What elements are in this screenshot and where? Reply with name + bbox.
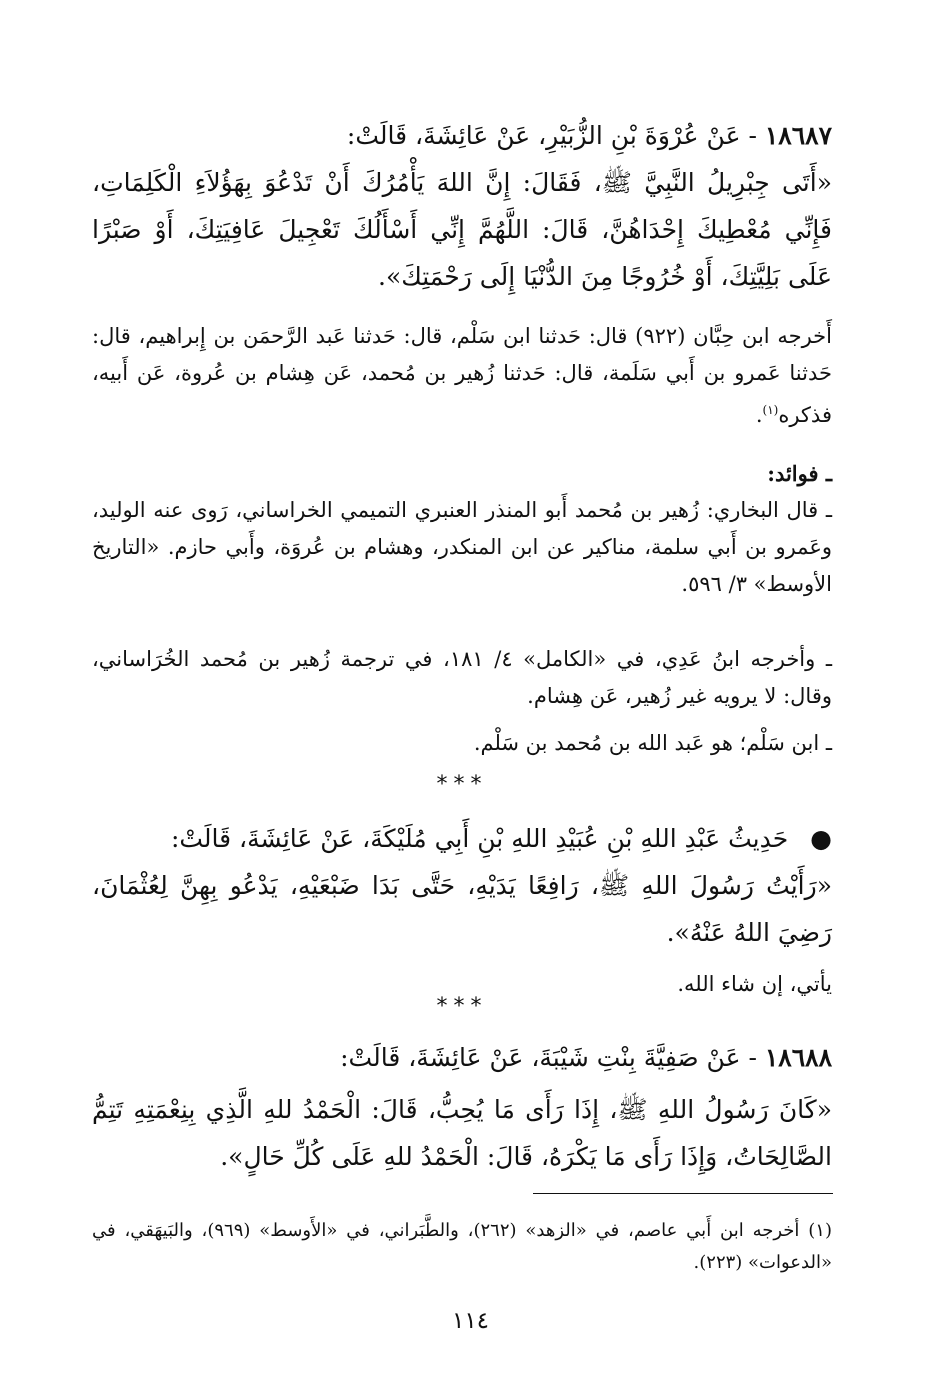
hadith-mulaika-chain xyxy=(92,815,832,862)
hadith-chain: - عَنْ عُرْوَةَ بْنِ الزُّبَيْرِ، عَنْ عَائِشَةَ، قَالَتْ: xyxy=(346,121,757,150)
hadith-chain: حَدِيثُ عَبْدِ اللهِ بْنِ عُبَيْدِ اللهِ بْنِ أَبِي مُلَيْكَةَ، عَنْ عَائِشَةَ، قَالَتْ: xyxy=(170,824,789,853)
hadith-18687-takhrij xyxy=(92,318,832,434)
fawaid-item-2: ـ وأخرجه ابنُ عَدِي، في «الكامل» ٤/ ١٨١، في ترجمة زُهير بن مُحمد الخُرَاساني، وقال: لا يرويه غير زُهير، عَن هِشام. xyxy=(92,647,832,708)
hadith-mulaika-note: يأتي، إن شاء الله. xyxy=(677,972,832,996)
footnote-divider xyxy=(533,1193,833,1194)
bullet-icon: ● xyxy=(810,824,832,853)
fawaid-item-3: ـ ابن سَلْم؛ هو عَبد الله بن مُحمد بن سَلْم. xyxy=(473,731,832,755)
takhrij-text: أَخرجه ابن حِبَّان (٩٢٢) قال: حَدثنا ابن سَلْم، قال: حَدثنا عَبد الرَّحمَن بن إِبراهيم، قال: حَدثنا عَمرو بن أَبي سَلَمة، قال: حَدثنا زُهير بن مُحمد، عَن هِشام بن عُروة، عَن أَبيه، فذكره xyxy=(92,324,832,427)
section-separator: *** xyxy=(436,772,488,797)
page-number: ١١٤ xyxy=(451,1308,490,1334)
takhrij-end: . xyxy=(755,403,763,427)
hadith-chain: - عَنْ صَفِيَّةَ بِنْتِ شَيْبَةَ، عَنْ عَائِشَةَ، قَالَتْ: xyxy=(340,1043,757,1072)
footnote: (١) أخرجه ابن أَبي عاصم، في «الزهد» (٢٦٢)، والطَّبَراني، في «الأَوسط» (٩٦٩)، والبَيهَقي، في «الدعوات» (٢٢٣). xyxy=(92,1220,832,1273)
hadith-18687-chain xyxy=(92,112,832,159)
footnote-ref: (١) xyxy=(762,403,779,417)
hadith-18688-text: «كَانَ رَسُولُ اللهِ ﷺ، إِذَا رَأَى مَا يُحِبُّ، قَالَ: الْحَمْدُ للهِ الَّذِي بِنِعْمَتِهِ تَتِمُّ الصَّالِحَاتُ، وَإِذَا رَأَى مَا يَكْرَهُ، قَالَ: الْحَمْدُ للهِ عَلَى كُلِّ حَالٍ». xyxy=(92,1095,832,1171)
hadith-number: ١٨٦٨٧ xyxy=(764,121,832,150)
fawaid-heading: ـ فوائد: xyxy=(767,461,832,486)
fawaid-item-1: ـ قال البخاري: زُهير بن مُحمد أَبو المنذر العنبري التميمي الخراساني، رَوى عنه الوليد، وعَمرو بن أَبي سلمة، مناكير عن ابن المنكدر، وهشام بن عُروَة، وأَبي حازم. «التاريخ الأوسط» ٣/ ٥٩٦. xyxy=(92,498,832,596)
hadith-18687-text: «أَتَى جِبْرِيلُ النَّبِيَّ ﷺ، فَقَالَ: إِنَّ اللهَ يَأْمُرُكَ أَنْ تَدْعُوَ بِهَؤُلاَءِ الْكَلِمَاتِ، فَإِنِّي مُعْطِيكَ إِحْدَاهُنَّ، قَالَ: اللَّهُمَّ إِنِّي أَسْأَلُكَ تَعْجِيلَ عَافِيَتِكَ، أَوْ صَبْرًا عَلَى بَلِيَّتِكَ، أَوْ خُرُوجًا مِنَ الدُّنْيَا إِلَى رَحْمَتِكَ». xyxy=(92,168,832,291)
hadith-number: ١٨٦٨٨ xyxy=(764,1043,832,1072)
hadith-mulaika-text: «رَأَيْتُ رَسُولَ اللهِ ﷺ، رَافِعًا يَدَيْهِ، حَتَّى بَدَا ضَبْعَيْهِ، يَدْعُو بِهِنَّ لِعُثْمَانَ، رَضِيَ اللهُ عَنْهُ». xyxy=(92,871,832,947)
hadith-18688-chain xyxy=(92,1034,832,1081)
section-separator-2: *** xyxy=(436,994,488,1019)
